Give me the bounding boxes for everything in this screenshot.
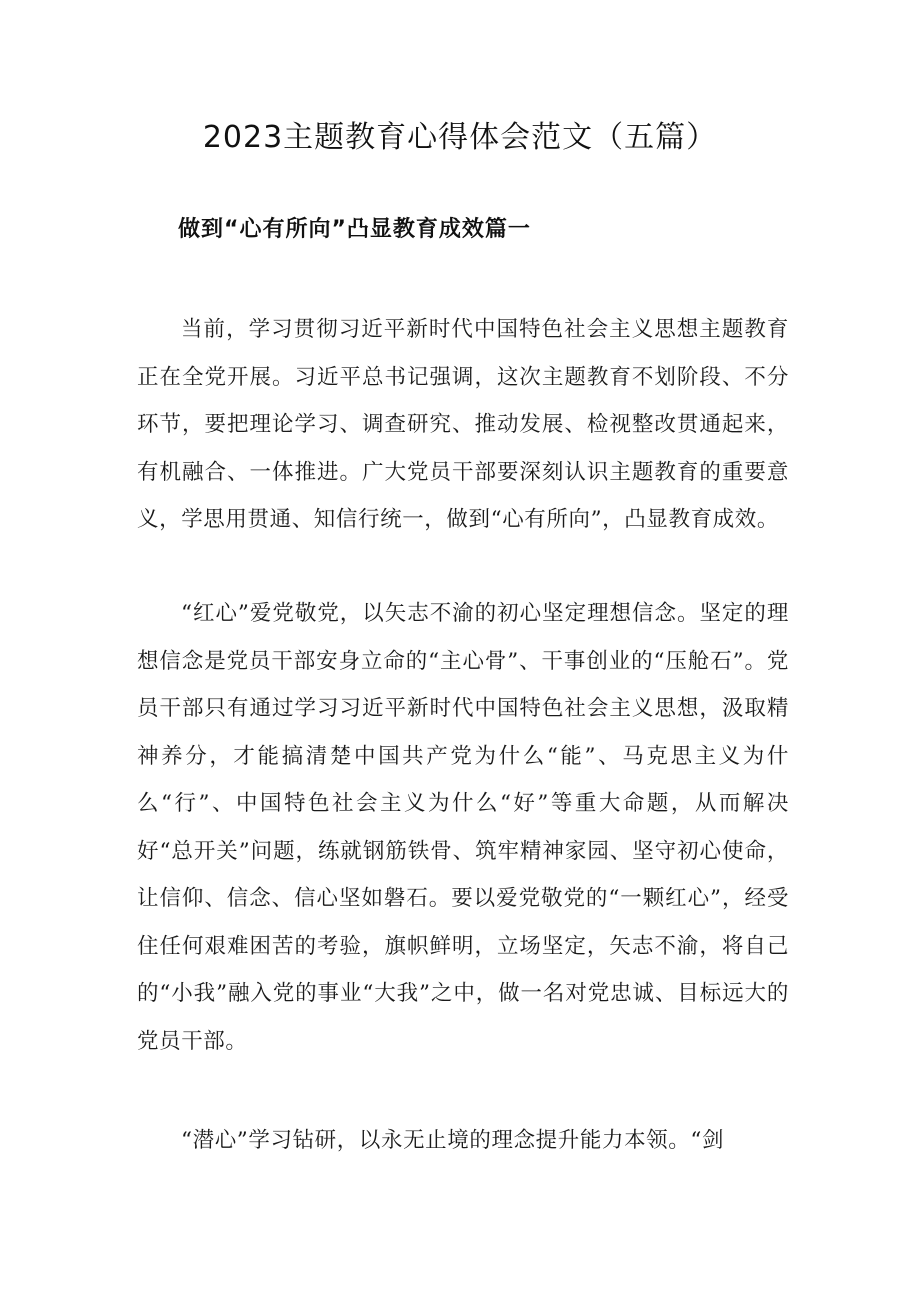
paragraph-study: “潜心”学习钻研，以永无止境的理念提升能力本领。“剑: [181, 1128, 725, 1153]
section-heading: 做到“心有所向”凸显教育成效篇一: [178, 217, 531, 242]
document-title: 2023主题教育心得体会范文（五篇）: [202, 120, 718, 155]
paragraph-intro: 当前，学习贯彻习近平新时代中国特色社会主义思想主题教育正在全党开展。习近平总书记强调，这次主题教育不划阶段、不分环节，要把理论学习、调查研究、推动发展、检视整改贯通起来，有机融合、一体推进。广大党员干部要深刻认识主题教育的重要意义，学思用贯通、知信行统一，做到“心有所向”，凸显教育成效。: [137, 317, 789, 532]
paragraph-red-heart: “红心”爱党敬党，以矢志不渝的初心坚定理想信念。坚定的理想信念是党员干部安身立命的“主心骨”、干事创业的“压舱石”。党员干部只有通过学习习近平新时代中国特色社会主义思想，汲取精神养分，才能搞清楚中国共产党为什么“能”、马克思主义为什么“行”、中国特色社会主义为什么“好”等重大命题，从而解决好“总开关”问题，练就钢筋铁骨、筑牢精神家园、坚守初心使命，让信仰、信念、信心坚如磐石。要以爱党敬党的“一颗红心”，经受住任何艰难困苦的考验，旗帜鲜明，立场坚定，矢志不渝，将自己的“小我”融入党的事业“大我”之中，做一名对党忠诚、目标远大的党员干部。: [137, 601, 789, 1054]
